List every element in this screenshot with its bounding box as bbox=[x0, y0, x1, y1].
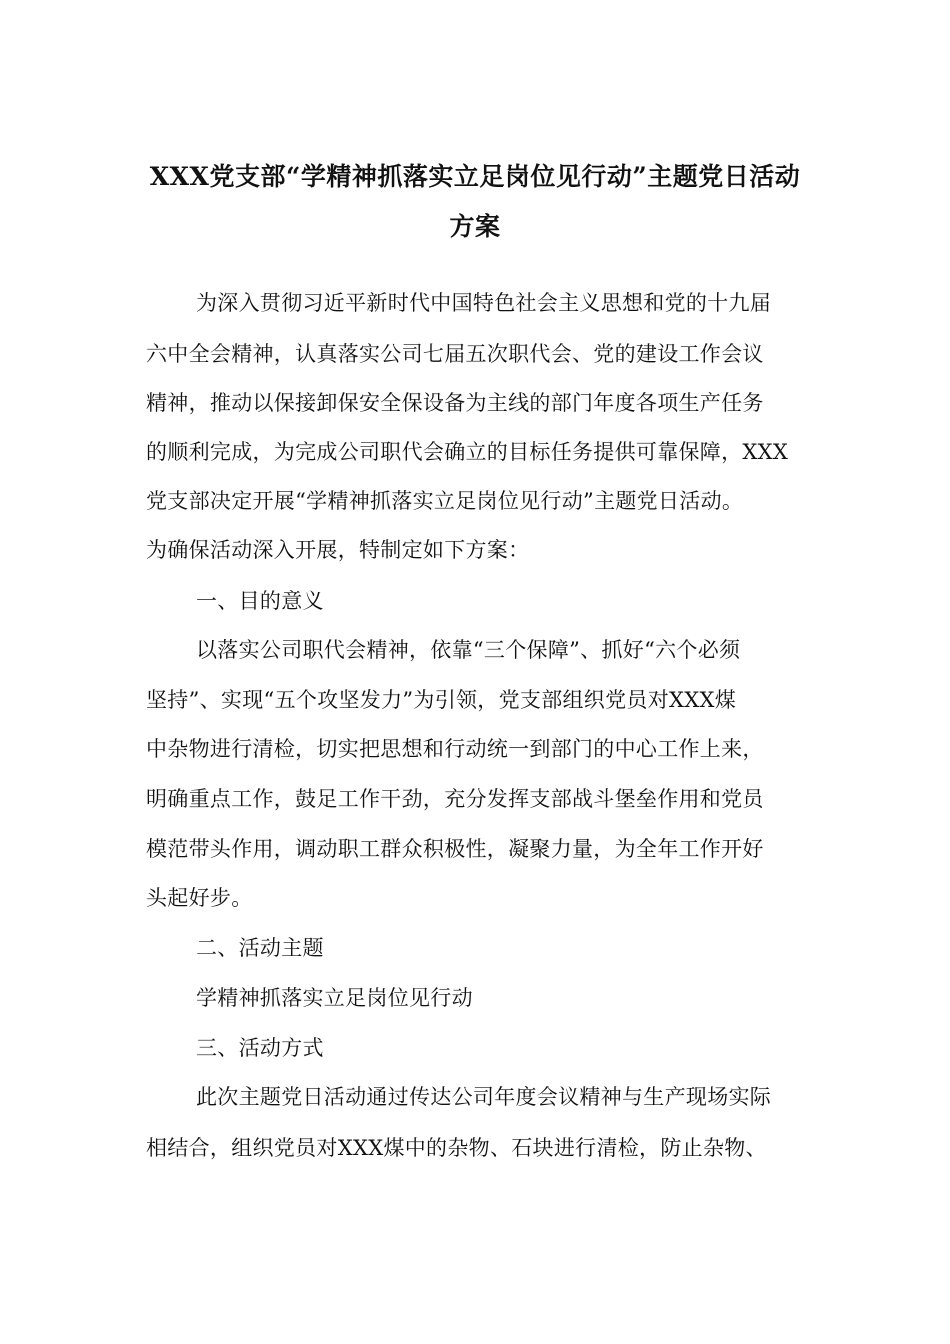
paragraph-line: 学精神抓落实立足岗位见行动 bbox=[196, 986, 473, 1010]
document-title: XXX党支部“学精神抓落实立足岗位见行动”主题党日活动 bbox=[149, 162, 801, 191]
section-heading: 一、目的意义 bbox=[196, 589, 324, 613]
paragraph-line: 精神，推动以保接卸保安全保设备为主线的部门年度各项生产任务 bbox=[146, 391, 764, 415]
section-heading: 二、活动主题 bbox=[196, 936, 324, 960]
paragraph-line: 为确保活动深入开展，特制定如下方案： bbox=[146, 538, 530, 562]
paragraph-line: 相结合，组织党员对XXX煤中的杂物、石块进行清检，防止杂物、 bbox=[146, 1136, 767, 1160]
paragraph-line: 模范带头作用，调动职工群众积极性，凝聚力量，为全年工作开好 bbox=[146, 837, 764, 861]
paragraph-line: 中杂物进行清检，切实把思想和行动统一到部门的中心工作上来， bbox=[146, 737, 764, 761]
paragraph-line: 以落实公司职代会精神，依靠“三个保障”、抓好“六个必须 bbox=[196, 638, 741, 662]
paragraph-line: 头起好步。 bbox=[146, 886, 253, 910]
paragraph-line: 六中全会精神，认真落实公司七届五次职代会、党的建设工作会议 bbox=[146, 342, 764, 366]
paragraph-line: 党支部决定开展“学精神抓落实立足岗位见行动”主题党日活动。 bbox=[146, 489, 744, 513]
paragraph-line: 坚持”、实现“五个攻坚发力”为引领，党支部组织党员对XXX煤 bbox=[146, 688, 737, 712]
paragraph-line: 为深入贯彻习近平新时代中国特色社会主义思想和党的十九届 bbox=[196, 291, 772, 315]
paragraph-line: 明确重点工作，鼓足工作干劲，充分发挥支部战斗堡垒作用和党员 bbox=[146, 787, 764, 811]
paragraph-line: 的顺利完成，为完成公司职代会确立的目标任务提供可靠保障，XXX bbox=[146, 440, 789, 464]
section-heading: 三、活动方式 bbox=[196, 1036, 324, 1060]
paragraph-line: 此次主题党日活动通过传达公司年度会议精神与生产现场实际 bbox=[196, 1085, 772, 1109]
document-title-continuation: 方案 bbox=[449, 212, 501, 241]
